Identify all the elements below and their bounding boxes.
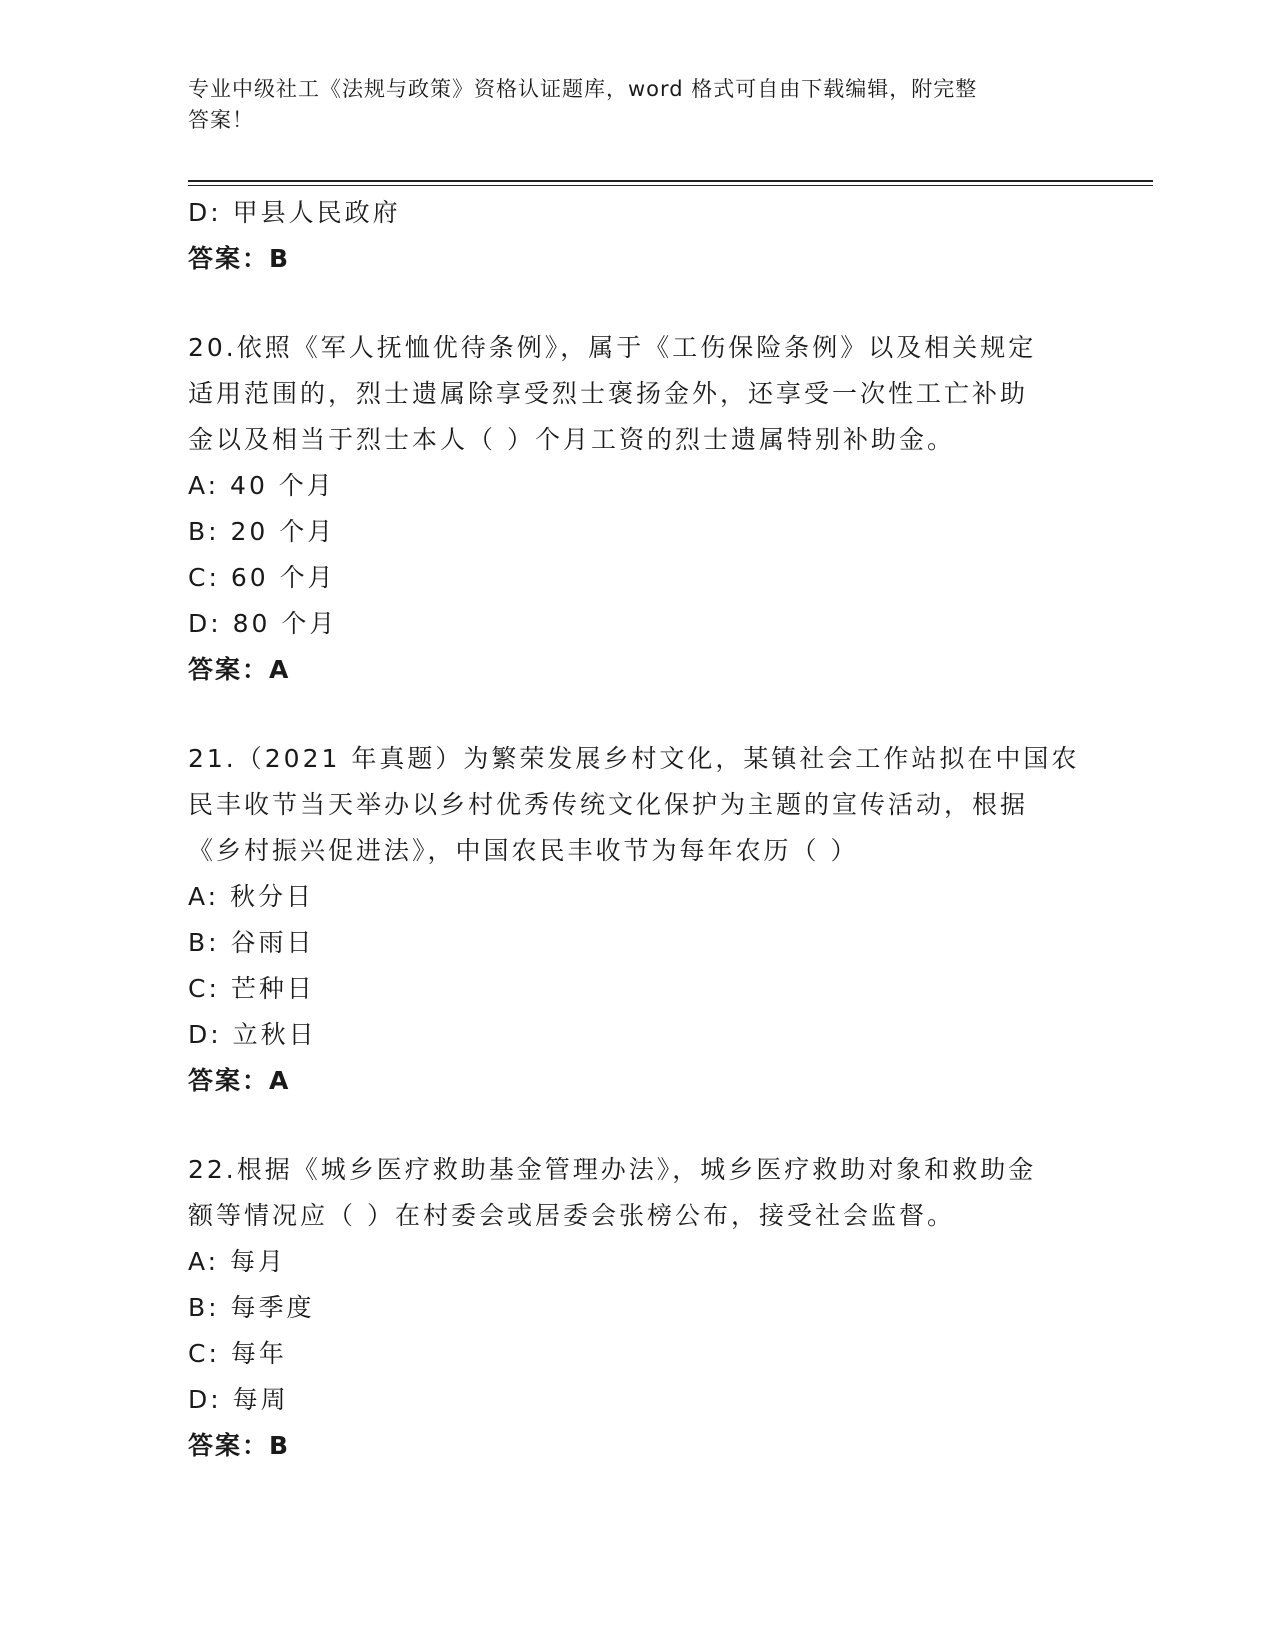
option-c: C: 芒种日 [188,974,315,1003]
option-d: D: 甲县人民政府 [188,198,401,227]
page-header [188,74,1088,136]
question-22 [188,1147,1088,1469]
question-stem-line: 民丰收节当天举办以乡村优秀传统文化保护为主题的宣传活动，根据 [188,790,1029,819]
option-d: D: 每周 [188,1385,289,1414]
option-a: A: 秋分日 [188,882,315,911]
option-c: C: 60 个月 [188,563,336,592]
question-stem-line: 《乡村振兴促进法》，中国农民丰收节为每年农历（ ） [188,836,859,865]
option-b: B: 谷雨日 [188,928,315,957]
header-divider-thick [188,180,1153,182]
option-a: A: 40 个月 [188,471,335,500]
option-c: C: 每年 [188,1339,287,1368]
question-20 [188,325,1088,693]
answer-line: 答案：A [188,655,291,684]
question-stem-line: 21.（2021 年真题）为繁荣发展乡村文化，某镇社会工作站拟在中国农 [188,744,1080,773]
option-a: A: 每月 [188,1247,287,1276]
question-stem-line: 金以及相当于烈士本人（ ）个月工资的烈士遗属特别补助金。 [188,425,955,454]
option-b: B: 每季度 [188,1293,315,1322]
previous-question-tail [188,190,1088,282]
answer-line: 答案：B [188,1431,291,1460]
header-divider-thin [188,185,1153,186]
question-stem-line: 适用范围的，烈士遗属除享受烈士褒扬金外，还享受一次性工亡补助 [188,379,1029,408]
header-line-1: 专业中级社工《法规与政策》资格认证题库，word 格式可自由下载编辑，附完整 [188,77,978,101]
option-d: D: 80 个月 [188,609,338,638]
question-21 [188,736,1088,1104]
option-d: D: 立秋日 [188,1020,317,1049]
question-stem-line: 20.依照《军人抚恤优待条例》，属于《工伤保险条例》以及相关规定 [188,333,1037,362]
answer-line: 答案：B [188,244,291,273]
question-stem-line: 22.根据《城乡医疗救助基金管理办法》，城乡医疗救助对象和救助金 [188,1155,1037,1184]
header-line-2: 答案！ [188,108,254,132]
answer-line: 答案：A [188,1066,291,1095]
question-stem-line: 额等情况应（ ）在村委会或居委会张榜公布，接受社会监督。 [188,1201,955,1230]
option-b: B: 20 个月 [188,517,336,546]
question-list [188,190,1088,1469]
